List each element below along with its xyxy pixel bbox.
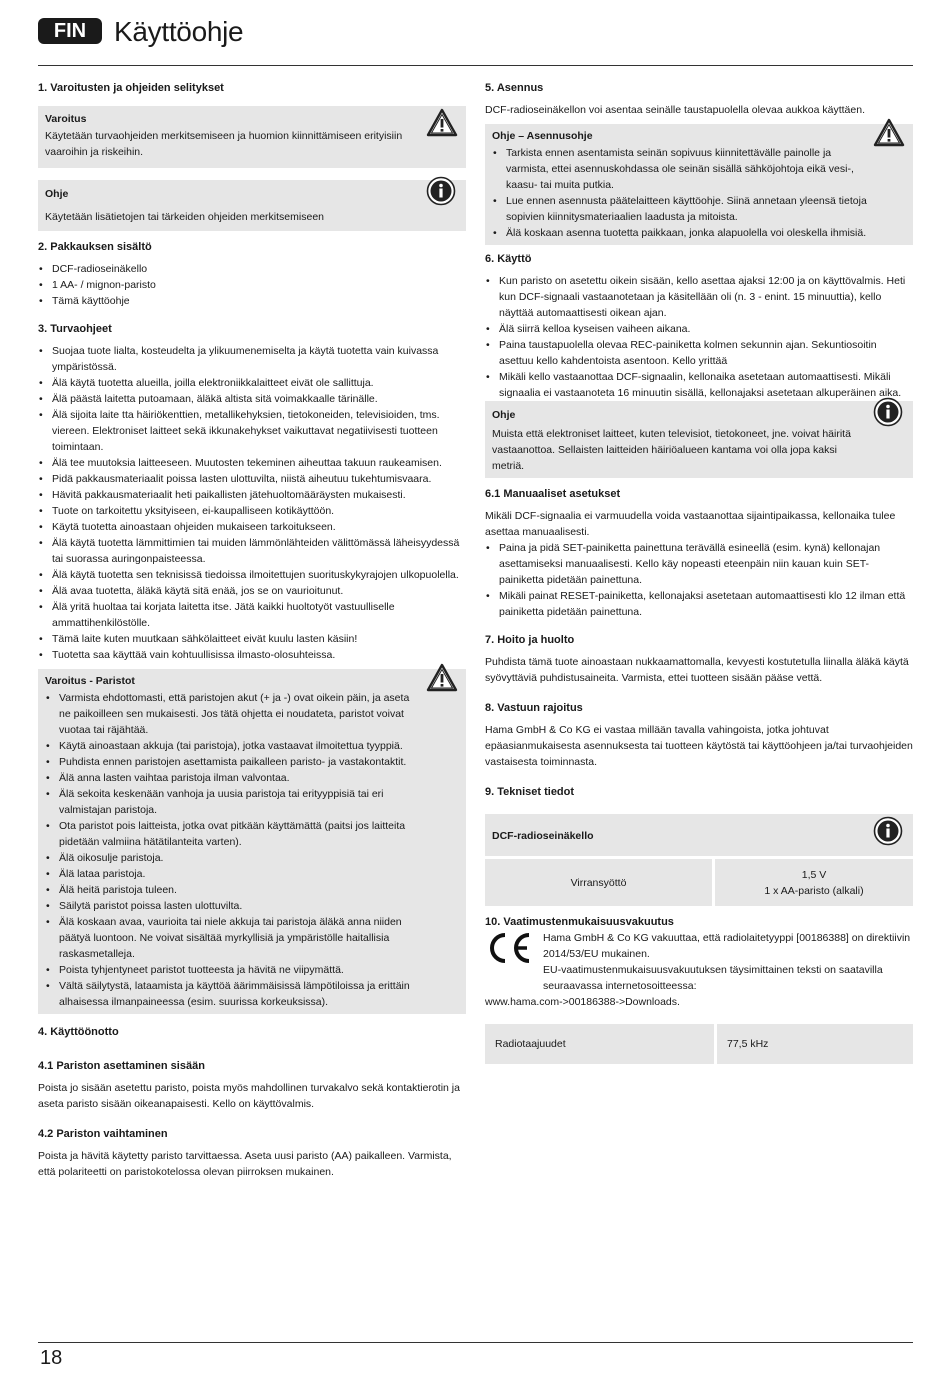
list-item: • Älä lataa paristoja. <box>45 866 420 882</box>
list-item: • Älä heitä paristoja tuleen. <box>45 882 420 898</box>
manual-page <box>38 0 913 1374</box>
ce-mark-logo <box>485 930 535 966</box>
list-item: • Älä sekoita keskenään vanhoja ja uusia paristoja tai erityyppisiä tai eri valmistajan paristoja. <box>45 786 420 818</box>
section-heading-4-2: 4.2 Pariston vaihtaminen <box>38 1128 168 1140</box>
list-item: • Älä sijoita laite tta häiriökenttien, metallikehyksien, tietokoneiden, televisioiden, tms. viereen. Elektroniset laitteet sekä ikkunakehykset vaikuttavat negatiivisesti tuotteen toimintaan. <box>38 407 466 455</box>
specs-table-header <box>485 814 913 856</box>
list-item: • Säilytä paristot poissa lasten ulottuvilta. <box>45 898 420 914</box>
info-icon <box>873 816 905 846</box>
frequency-value-cell <box>717 1024 913 1064</box>
section-heading-5: 5. Asennus <box>485 82 544 94</box>
list-item: • Älä tee muutoksia laitteeseen. Muutosten tekeminen aiheuttaa takuun raukeamisen. <box>38 455 466 471</box>
interference-note-text: Muista että elektroniset laitteet, kuten televisiot, tietokoneet, jne. voivat häiritä vastaanottoa. Sellaisten laitteiden häiriöalueen kantama voi olla jopa kaksi metriä. <box>492 428 851 472</box>
list-item: • Puhdista ennen paristojen asettamista paikalleen paristo- ja vastakontaktit. <box>45 754 420 770</box>
power-supply-voltage: 1,5 V <box>801 868 827 881</box>
safety-list <box>38 343 466 663</box>
conformity-declaration: Hama GmbH & Co KG vakuuttaa, että radiolaitetyyppi [00186388] on direktiivin 2014/53/EU mukainen. <box>543 932 911 960</box>
battery-insert-text: Poista jo sisään asetettu paristo, poista myös mahdollinen turvakalvo sekä kontaktierotin ja aseta paristo sisään oikeanapaisesti. Kello on käyttövalmis. <box>38 1082 460 1110</box>
section-heading-4: 4. Käyttöönotto <box>38 1026 119 1038</box>
document-title: Käyttöohje <box>114 16 244 47</box>
list-item: • DCF-radioseinäkello <box>38 261 466 277</box>
list-item: • Älä siirrä kelloa kyseisen vaiheen aikana. <box>485 321 913 337</box>
list-item: • Älä käytä tuotetta lämmittimien tai muiden lämmönlähteiden välittömässä läheisyydessä tai suorassa auringonpaisteessa. <box>38 535 466 567</box>
info-icon <box>426 176 458 206</box>
specs-value-cell <box>715 856 913 906</box>
list-item: • Älä anna lasten vaihtaa paristoja ilman valvontaa. <box>45 770 420 786</box>
list-item: • Varmista ehdottomasti, että paristojen akut (+ ja -) ovat oikein päin, ja aseta ne paikoilleen sen mukaisesti. Jos tätä ohjetta ei noudateta, paristot voivat vuotaa tai räjähtää. <box>45 690 420 738</box>
specs-label-cell <box>485 856 712 906</box>
list-item: • Älä yritä huoltaa tai korjata laitetta itse. Jätä kaikki huoltotyöt vastuulliselle ammattihenkilöstölle. <box>38 599 466 631</box>
page-header <box>38 16 913 46</box>
specs-row <box>485 856 913 906</box>
list-item: • Paina ja pidä SET-painiketta painettuna terävällä esineellä (esim. kynä) kellonajan asettamiseksi manuaalisesti. Kello käy nopeasti eteenpäin niin kauan kuin SET-painiketta pidetään painettuna. <box>485 540 913 588</box>
list-item: • Käytä tuotetta ainoastaan ohjeiden mukaiseen tarkoitukseen. <box>38 519 466 535</box>
interference-note-title: Ohje <box>492 409 516 421</box>
list-item: • Älä avaa tuotetta, äläkä käytä sitä enää, jos se on vaurioitunut. <box>38 583 466 599</box>
list-item: • Älä käytä tuotetta alueilla, joilla elektroniikkalaitteet eivät ole sallittuja. <box>38 375 466 391</box>
list-item: • Älä käytä tuotetta sen teknisissä tiedoissa ilmoitettujen suorituskykyrajojen ulkopuolella. <box>38 567 466 583</box>
list-item: • Käytä ainoastaan akkuja (tai paristoja), jotka vastaavat ilmoitettua tyyppiä. <box>45 738 420 754</box>
installation-list <box>492 145 867 241</box>
section-heading-10: 10. Vaatimustenmukaisuusvakuutus <box>485 916 674 928</box>
list-item: • Lue ennen asennusta päätelaitteen käyttöohje. Siinä annetaan yleensä tietoja sopivien kiinnitysmateriaalien laadusta ja mitoista. <box>492 193 867 225</box>
section-heading-7: 7. Hoito ja huolto <box>485 634 575 646</box>
list-item: • Mikäli painat RESET-painiketta, kellonajaksi asetetaan automaattisesti klo 12 ilman että painiketta pidetään painettuna. <box>485 588 913 620</box>
specs-table <box>485 814 913 906</box>
installation-note-title: Ohje – Asennusohje <box>492 130 593 142</box>
battery-warning-list <box>45 690 420 1010</box>
interference-note-box <box>485 401 913 478</box>
note-box-text: Käytetään lisätietojen tai tärkeiden ohjeiden merkitsemiseen <box>45 211 324 223</box>
list-item: • Tämä käyttöohje <box>38 293 466 309</box>
list-item: • Pidä pakkausmateriaalit poissa lasten ulottuvilta, niistä aiheutuu tukehtumisvaara. <box>38 471 466 487</box>
list-item: • Älä koskaan asenna tuotetta paikkaan, jonka alapuolella voi oleskella ihmisiä. <box>492 225 867 241</box>
note-box-title: Ohje <box>45 188 69 200</box>
list-item: • Tarkista ennen asentamista seinän sopivuus kiinnitettävälle painolle ja varmista, ettei asennuskohdassa ole seinän sisällä sähköjohtoja eikä vesi-, kaasu- tai muita putkia. <box>492 145 867 193</box>
warning-triangle-icon <box>873 118 905 148</box>
language-badge: FIN <box>38 18 102 44</box>
section-heading-6-1: 6.1 Manuaaliset asetukset <box>485 488 621 500</box>
right-column <box>485 80 913 1064</box>
usage-list <box>485 273 913 401</box>
list-item: • Älä päästä laitetta putoamaan, äläkä altista sitä voimakkaalle tärinälle. <box>38 391 466 407</box>
frequency-label: Radiotaajuudet <box>495 1038 566 1050</box>
list-item: • Hävitä pakkausmateriaalit heti paikallisten jätehuoltomääräysten mukaisesti. <box>38 487 466 503</box>
installation-note-box <box>485 124 913 245</box>
warning-triangle-icon <box>426 108 458 138</box>
list-item: • Kun paristo on asetettu oikein sisään, kello asettaa ajaksi 12:00 ja on käyttövalmis. Heti kun DCF-signaali vastaanotetaan ja käsitellään oli (n. 3 - enint. 15 minuuttia), kello näyttää automaattisesti oikean ajan. <box>485 273 913 321</box>
conformity-text <box>485 930 913 994</box>
warning-box-title: Varoitus <box>45 113 87 125</box>
list-item: • Ota paristot pois laitteista, jotka ovat pitkään käyttämättä (paitsi jos laitteita pidetään valmiina hätätilanteita varten). <box>45 818 420 850</box>
frequency-row <box>485 1024 913 1064</box>
manual-settings-text: Mikäli DCF-signaalia ei varmuudella voida vastaanottaa sijaintipaikassa, kellonaika tulee asettaa manuaalisesti. <box>485 510 896 538</box>
power-supply-battery: 1 x AA-paristo (alkali) <box>764 884 864 897</box>
list-item: • Suojaa tuote lialta, kosteudelta ja ylikuumenemiselta ja käytä tuotetta vain kuivassa ympäristössä. <box>38 343 466 375</box>
left-column <box>38 80 466 1180</box>
battery-replace-text: Poista ja hävitä käytetty paristo tarvittaessa. Aseta uusi paristo (AA) paikalleen. Varmista, että polariteetti on paristokotelossa olevan piirroksen mukainen. <box>38 1150 452 1178</box>
warning-box <box>38 106 466 168</box>
power-supply-label: Virransyöttö <box>570 876 627 889</box>
list-item: • Älä koskaan avaa, vaurioita tai niele akkuja tai paristoja äläkä anna niiden päätyä luontoon. Ne voivat sisältää myrkyllisiä ja ympäristölle haitallisia raskasmetalleja. <box>45 914 420 962</box>
footer-rule <box>38 1342 913 1343</box>
conformity-block <box>485 930 913 1010</box>
battery-warning-title: Varoitus - Paristot <box>45 675 135 687</box>
section-heading-3: 3. Turvaohjeet <box>38 323 112 335</box>
note-box <box>38 180 466 231</box>
frequency-label-cell <box>485 1024 714 1064</box>
list-item: • Paina taustapuolella olevaa REC-painiketta kolmen sekunnin ajan. Sekuntiosoitin asettuu kello kahdentoista asentoon. Kello yrittää <box>485 337 913 369</box>
frequency-value: 77,5 kHz <box>727 1038 769 1050</box>
specs-product-name: DCF-radioseinäkello <box>492 830 594 842</box>
list-item: • Älä oikosulje paristoja. <box>45 850 420 866</box>
manual-settings-list <box>485 540 913 620</box>
list-item: • Tuotetta saa käyttää vain kohtuullisissa ilmasto-olosuhteissa. <box>38 647 466 663</box>
section-heading-8: 8. Vastuun rajoitus <box>485 702 583 714</box>
list-item: • Mikäli kello vastaanottaa DCF-signaalin, kellonaika asetetaan automaattisesti. Mikäli signaalia ei vastaanoteta 16 minuutin sisällä, kellonajaksi asetetaan alkuperäinen aika. <box>485 369 913 401</box>
section-heading-2: 2. Pakkauksen sisältö <box>38 241 152 253</box>
page-number: 18 <box>40 1347 63 1369</box>
package-contents-list <box>38 261 466 309</box>
section-heading-6: 6. Käyttö <box>485 253 532 265</box>
conformity-fulltext-note: EU-vaatimustenmukaisuusvakuutuksen täysimittainen teksti on saatavilla seuraavassa internetosoitteessa: <box>543 964 883 992</box>
battery-warning-box <box>38 669 466 1014</box>
warning-box-text: Käytetään turvaohjeiden merkitsemiseen ja huomion kiinnittämiseen erityisiin vaaroihin ja riskeihin. <box>45 130 403 158</box>
section-heading-1: 1. Varoitusten ja ohjeiden selitykset <box>38 82 224 94</box>
info-icon <box>873 397 905 427</box>
warning-triangle-icon <box>426 663 458 693</box>
care-text: Puhdista tämä tuote ainoastaan nukkaamattomalla, kevyesti kostutetulla liinalla äläkä käytä syövyttäviä puhdistusaineita. Varmista, ettei tuotteen sisään pääse vettä. <box>485 656 909 684</box>
list-item: • 1 AA- / mignon-paristo <box>38 277 466 293</box>
header-rule <box>38 65 913 66</box>
conformity-url: www.hama.com->00186388->Downloads. <box>485 996 680 1008</box>
liability-text: Hama GmbH & Co KG ei vastaa millään tavalla vahingoista, jotka johtuvat epäasianmukaisesta asennuksesta tai tuotteen käytöstä tai käyttöohjeen ja/tai turvaohjeiden vastaisesta toiminnasta. <box>485 724 913 768</box>
list-item: • Vältä säilytystä, lataamista ja käyttöä äärimmäisissä lämpötiloissa ja erittäin alhaisessa ilmanpaineessa (esim. suurissa korkeuksissa). <box>45 978 420 1010</box>
list-item: • Tämä laite kuten muutkaan sähkölaitteet eivät kuulu lasten käsiin! <box>38 631 466 647</box>
list-item: • Tuote on tarkoitettu yksityiseen, ei-kaupalliseen kotikäyttöön. <box>38 503 466 519</box>
installation-text: DCF-radioseinäkellon voi asentaa seinälle taustapuolella olevaa aukkoa käyttäen. <box>485 104 865 116</box>
section-heading-9: 9. Tekniset tiedot <box>485 786 575 798</box>
section-heading-4-1: 4.1 Pariston asettaminen sisään <box>38 1060 205 1072</box>
list-item: • Poista tyhjentyneet paristot tuotteesta ja hävitä ne viipymättä. <box>45 962 420 978</box>
